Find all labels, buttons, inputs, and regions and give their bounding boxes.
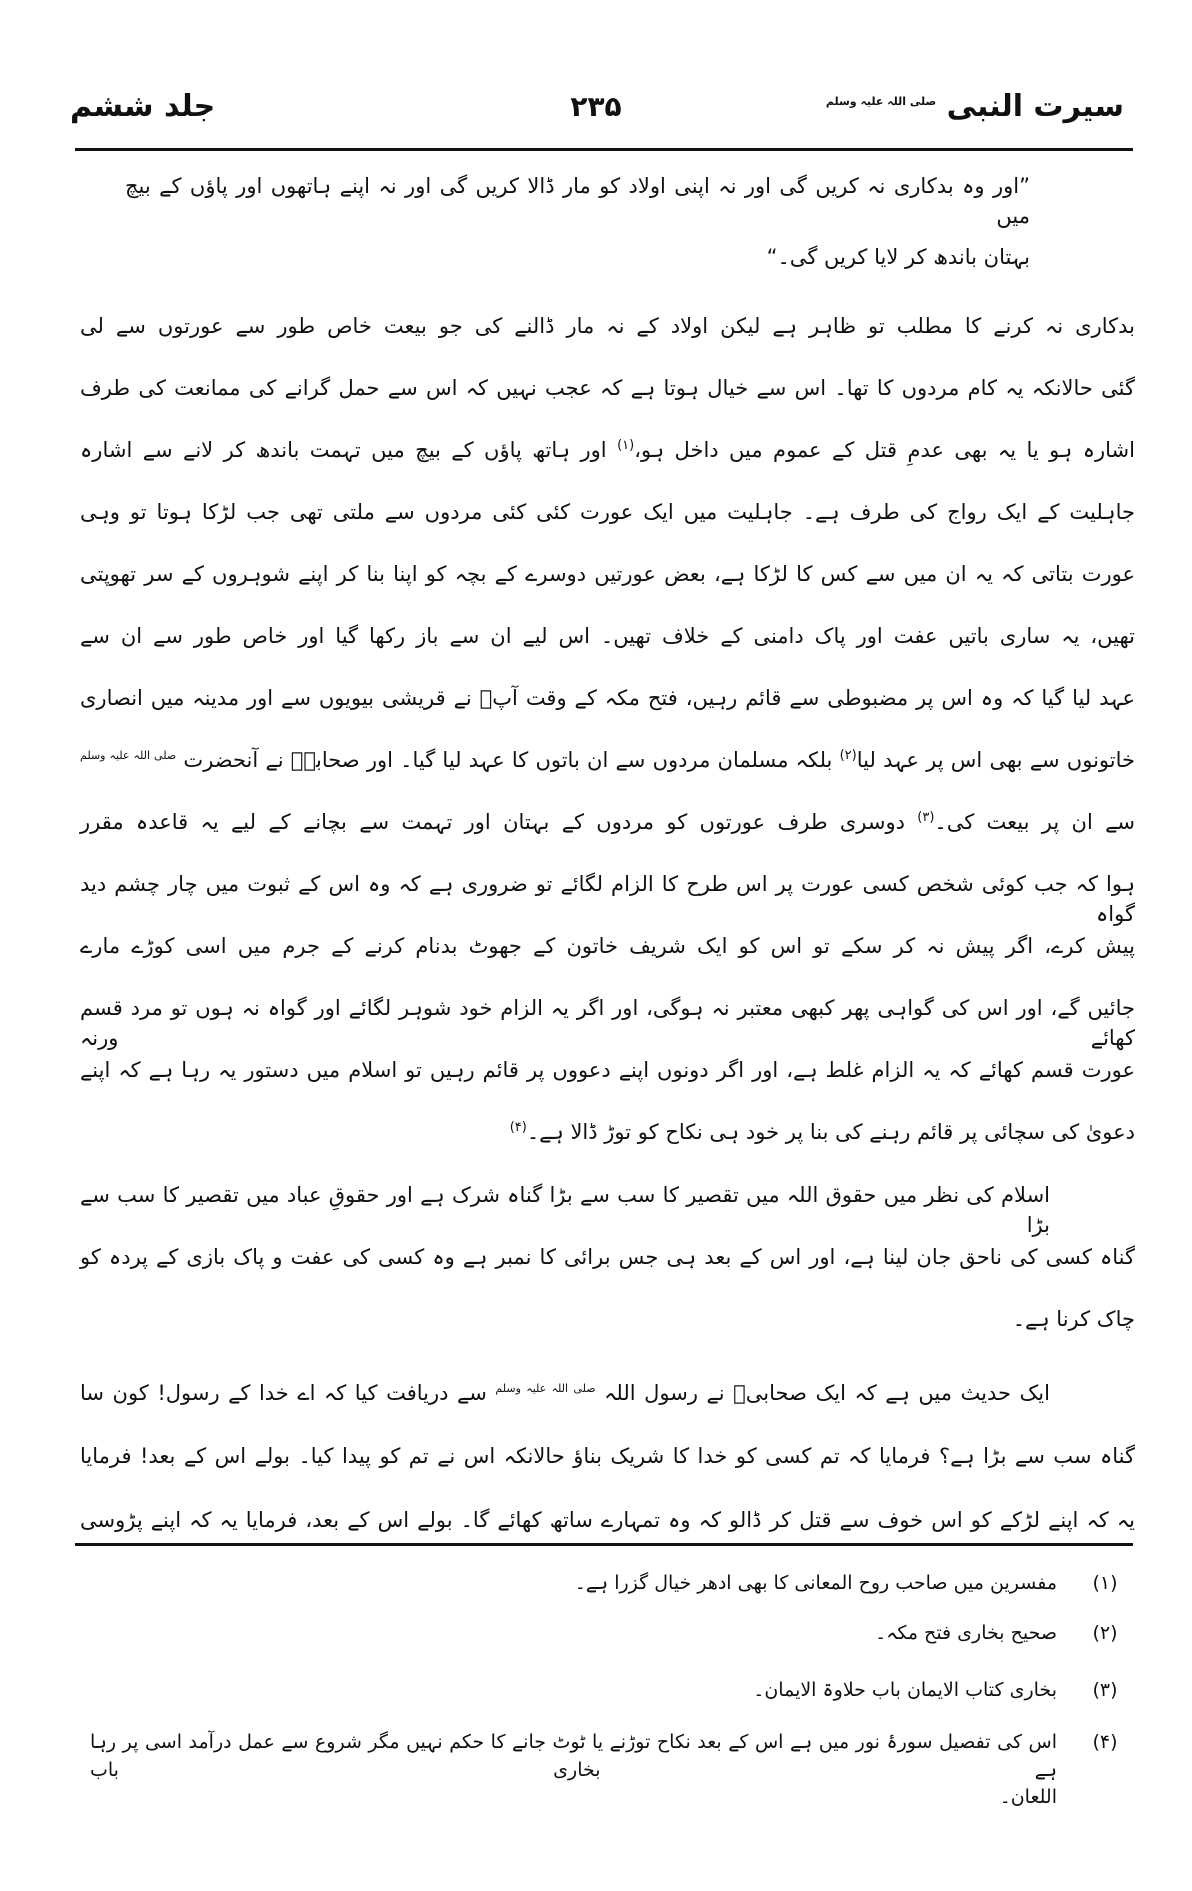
text-segment: گناہ سب سے بڑا ہے؟ فرمایا کہ تم کسی کو خدا کا شریک بناؤ حالانکہ اس نے تم کو پیدا کیا۔ بولے اس کے بعد! فرمایا [80, 1444, 1135, 1468]
honorific: صلی اللہ علیہ وسلم [825, 95, 937, 108]
text-segment: جاہلیت کے ایک رواج کی طرف ہے۔ جاہلیت میں ایک عورت کئی کئی مردوں سے ملتی تھی جب لڑکا ہوتا تو وہی [80, 500, 1135, 524]
text-line [80, 1055, 1135, 1085]
text-segment: سے دریافت کیا کہ اے خدا کے رسول! کون سا [80, 1381, 496, 1405]
quote-line [767, 242, 1030, 272]
text-segment: پیش کرے، اگر پیش نہ کر سکے تو اس کو ایک شریف خاتون کے جھوٹ بدنام کرنے کے جرم میں اسی کوڑے مارے [80, 934, 1135, 958]
footnote-number: (۲) [1092, 1622, 1118, 1644]
text-segment: چاک کرنا ہے۔ [1012, 1307, 1135, 1331]
text-line [80, 931, 1135, 961]
text-segment: بدکاری نہ کرنے کا مطلب تو ظاہر ہے لیکن اولاد کے نہ مار ڈالنے کی جو بیعت خاص طور سے عورتوں سے لی [80, 314, 1135, 338]
footnote-rule [75, 1543, 1133, 1546]
text-line [80, 373, 1135, 403]
footnote-text-continued: اللعان۔ [999, 1786, 1057, 1808]
footnote-text: بخاری کتاب الایمان باب حلاوۃ الایمان۔ [753, 1679, 1057, 1701]
text-segment: ”اور وہ بدکاری نہ کریں گی اور نہ اپنی اولاد کو مار ڈالا کریں گی اور نہ اپنے ہاتھوں اور پاؤں کے بیچ میں [125, 174, 1030, 228]
text-line [80, 1304, 1135, 1334]
honorific: صلی اللہ علیہ وسلم [495, 1382, 596, 1395]
footnote-number: (۱) [1092, 1572, 1118, 1594]
text-line [80, 683, 1135, 713]
text-segment: اشارہ ہو یا یہ بھی عدمِ قتل کے عموم میں داخل ہو، [634, 438, 1135, 462]
footnote-text: صحیح بخاری فتح مکہ۔ [875, 1622, 1057, 1644]
text-segment: ہوا کہ جب کوئی شخص کسی عورت پر اس طرح کا الزام لگائے تو ضروری ہے کہ وہ اس کے ثبوت میں چار چشم دید گواہ [80, 872, 1135, 926]
honorific: صلی اللہ علیہ وسلم [80, 749, 177, 762]
text-line [80, 497, 1135, 527]
text-segment: عہد لیا گیا کہ وہ اس پر مضبوطی سے قائم رہیں، فتح مکہ کے وقت آپؐ نے قریشی بیویوں سے اور مدینہ میں انصاری [80, 686, 1135, 710]
text-segment: گئی حالانکہ یہ کام مردوں کا تھا۔ اس سے خیال ہوتا ہے کہ عجب نہیں کہ اس سے حمل گرانے کی ممانعت کی طرف [80, 376, 1135, 400]
text-segment: گناہ کسی کی ناحق جان لینا ہے، اور اس کے بعد ہی جس برائی کا نمبر ہے وہ کسی کی عفت و پاک بازی کے پردہ کو [80, 1245, 1135, 1269]
text-line [80, 745, 1135, 775]
footnote-text: مفسرین میں صاحب روح المعانی کا بھی ادھر خیال گزرا ہے۔ [574, 1572, 1057, 1594]
footnote-text: اس کی تفصیل سورۂ نور میں ہے اس کے بعد نکاح توڑنے یا ٹوٹ جانے کا حکم نہیں مگر شروع سے عمل درآمد اسی پر رہا ہے بخاری باب [90, 1731, 1057, 1781]
text-segment: دوسری طرف عورتوں کو مردوں کے بہتان اور تہمت سے بچانے کے لیے یہ قاعدہ مقرر [80, 810, 918, 834]
footnote-marker[interactable]: (۳) [917, 810, 935, 825]
text-segment: خاتونوں سے بھی اس پر عہد لیا [856, 748, 1135, 772]
footnote-marker[interactable]: (۱) [617, 438, 635, 453]
text-line [80, 1180, 1050, 1240]
text-line [80, 621, 1135, 651]
text-segment: سے ان پر بیعت کی۔ [934, 810, 1135, 834]
text-line [80, 311, 1135, 341]
footnote-number: (۳) [1092, 1679, 1118, 1701]
header-rule [75, 148, 1133, 151]
footnote-marker[interactable]: (۴) [509, 1120, 527, 1135]
text-segment: تھیں، یہ ساری باتیں عفت اور پاک دامنی کے خلاف تھیں۔ اس لیے ان سے باز رکھا گیا اور خاص طور سے ان سے [80, 624, 1135, 648]
text-segment: اور ہاتھ پاؤں کے بیچ میں تہمت باندھ کر لانے سے اشارہ [80, 438, 618, 462]
text-line [80, 1378, 1050, 1408]
text-line [80, 1242, 1135, 1272]
book-title: سیرت النبی [946, 89, 1124, 124]
footnote-marker[interactable]: (۲) [839, 748, 857, 763]
page-number: ۲۳۵ [570, 90, 622, 123]
quote-line [125, 171, 1030, 231]
text-segment: عورت بتاتی کہ یہ ان میں سے کس کا لڑکا ہے، بعض عورتیں دوسرے کے بچہ کو اپنا بنا کر اپنے شوہروں کے سر تھوپتی [80, 562, 1135, 586]
text-line [80, 1441, 1135, 1471]
text-line [80, 1505, 1135, 1535]
text-line [80, 559, 1135, 589]
text-line [80, 869, 1135, 929]
text-segment: بہتان باندھ کر لایا کریں گی۔“ [766, 245, 1030, 269]
text-line [80, 1117, 1135, 1147]
footnote-number: (۴) [1092, 1731, 1118, 1753]
text-line [80, 807, 1135, 837]
text-line [80, 435, 1135, 465]
text-line [80, 993, 1135, 1053]
text-segment: عورت قسم کھائے کہ یہ الزام غلط ہے، اور اگر دونوں اپنے دعووں پر قائم رہیں تو اسلام میں دستور یہ رہا ہے کہ اپنے [80, 1058, 1135, 1082]
text-segment: بلکہ مسلمان مردوں سے ان باتوں کا عہد لیا گیا۔ اور صحابہؓ نے آنحضرت [176, 748, 840, 772]
volume-label: جلد ششم [70, 89, 216, 124]
text-segment: یہ کہ اپنے لڑکے کو اس خوف سے قتل کر ڈالو کہ وہ تمہارے ساتھ کھائے گا۔ بولے اس کے بعد، فرمایا یہ کہ اپنے پڑوسی [80, 1508, 1135, 1532]
text-segment: دعویٰ کی سچائی پر قائم رہنے کی بنا پر خود ہی نکاح کو توڑ ڈالا ہے۔ [526, 1120, 1135, 1144]
text-segment: اسلام کی نظر میں حقوق اللہ میں تقصیر کا سب سے بڑا گناہ شرک ہے اور حقوقِ عباد میں تقصیر کا سب سے بڑا [80, 1183, 1050, 1237]
text-segment: ایک حدیث میں ہے کہ ایک صحابیؓ نے رسول اللہ [595, 1381, 1050, 1405]
text-segment: جائیں گے، اور اس کی گواہی پھر کبھی معتبر نہ ہوگی، اور اگر یہ الزام خود شوہر لگائے اور گواہ نہ ہوں تو مرد قسم کھائے ورنہ [80, 996, 1135, 1050]
